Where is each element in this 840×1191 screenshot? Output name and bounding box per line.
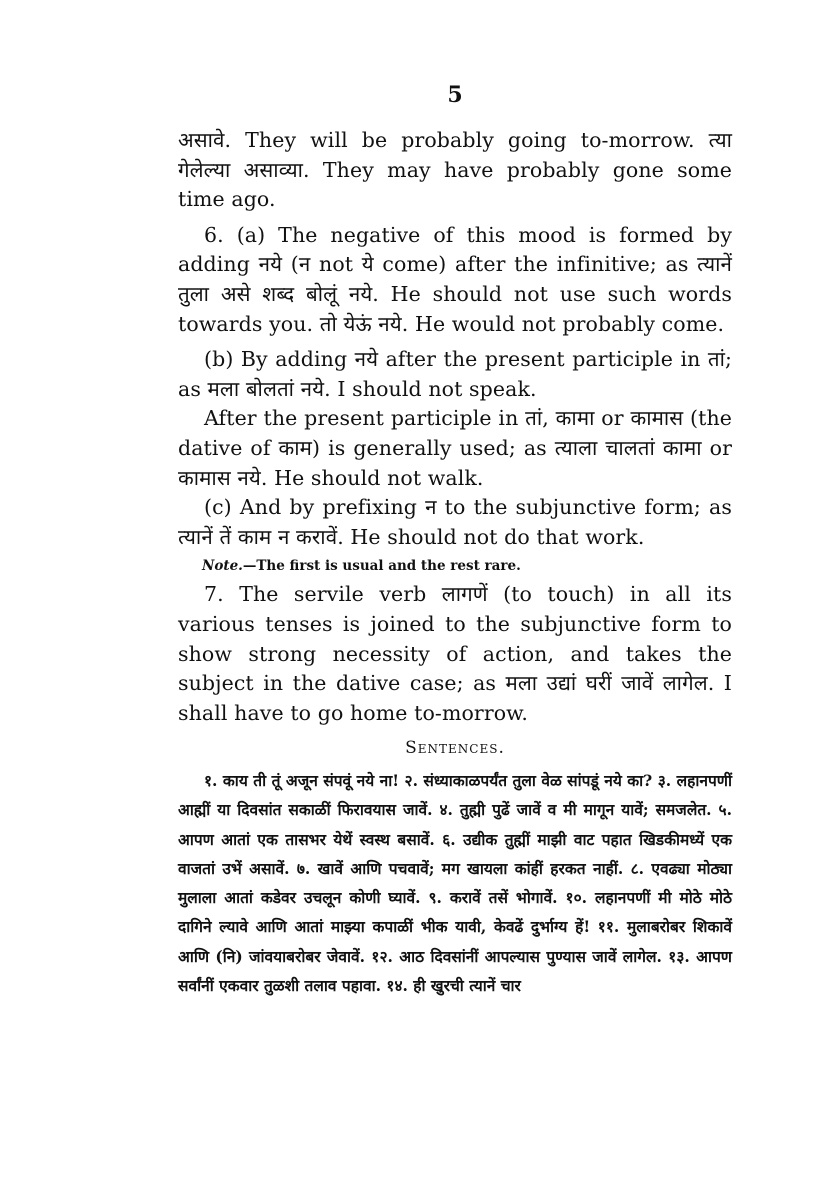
sentences-text: १. काय ती तूं अजून संपवूं नये ना! २. संध्याकाळपर्यंत तुला वेळ सांपडूं नये का? ३. लहानपणीं आह्मीं या दिवसांत सकाळीं फिरावयास जावें. ४. तुह्मी पुढें जावें व मी मागून यावें; समजलेत. ५. आपण आतां एक तासभर येथें स्वस्थ बसावें. ६. उद्यीक तुह्मीं माझी वाट पहात खिडकीमध्यें एक वाजतां उभें असावें. ७. खावें आणि पचवावें; मग खायला कांहीं हरकत नाहीं. ८. एवढ्या मोठ्या मुलाला आतां कडेवर उचलून कोणी घ्यावें. ९. करावें तसें भोगावें. १०. लहानपणीं मी मोठे मोठे दागिने ल्यावे आणि आतां माझ्या कपाळीं भीक यावी, केवढें दुर्भाग्य हें! ११. मुलाबरोबर शिकावें आणि (नि) जांवयाबरोबर जेवावें. १२. आठ दिवसांनीं आपल्यास पुण्यास जावें लागेल. १३. आपण सर्वांनीं एकवार तुळशी तलाव पहावा. १४. ही खुरची त्यानें चार	[178, 771, 732, 995]
page-number: 5	[447, 82, 463, 108]
note-label: Note.	[202, 558, 243, 575]
paragraph-after-participle: After the present participle in तां, कामा or कामास (the dative of काम) is generally used; as त्याला चालतां कामा or कामास नये. He should not walk.	[178, 406, 732, 490]
paragraph-6b: (b) By adding नये after the present participle in तां; as मला बोलतां नये. I should not speak.	[178, 347, 732, 401]
sentences-heading: Sentences.	[405, 738, 505, 759]
paragraph-6a: 6. (a) The negative of this mood is formed by adding नये (न not ये come) after the infinitive; as त्यानें तुला असे शब्द बोलूं नये. He should not use such words towards you. तो येऊं नये. He would not probably come.	[178, 222, 732, 336]
paragraph-7: 7. The servile verb लागणें (to touch) in all its various tenses is joined to the subjunctive form to show strong necessity of action, and takes the subject in the dative case; as मला उद्यां घरीं जावें लागेल. I shall have to go home to-morrow.	[178, 582, 732, 725]
note	[202, 554, 732, 578]
paragraph-6c: (c) And by prefixing न to the subjunctive form; as त्यानें तें काम न करावें. He should not do that work.	[178, 495, 732, 549]
paragraph-intro: असावे. They will be probably going to-morrow. त्या गेलेल्या असाव्या. They may have probably gone some time ago.	[178, 128, 732, 212]
note-text: —The first is usual and the rest rare.	[242, 558, 521, 575]
